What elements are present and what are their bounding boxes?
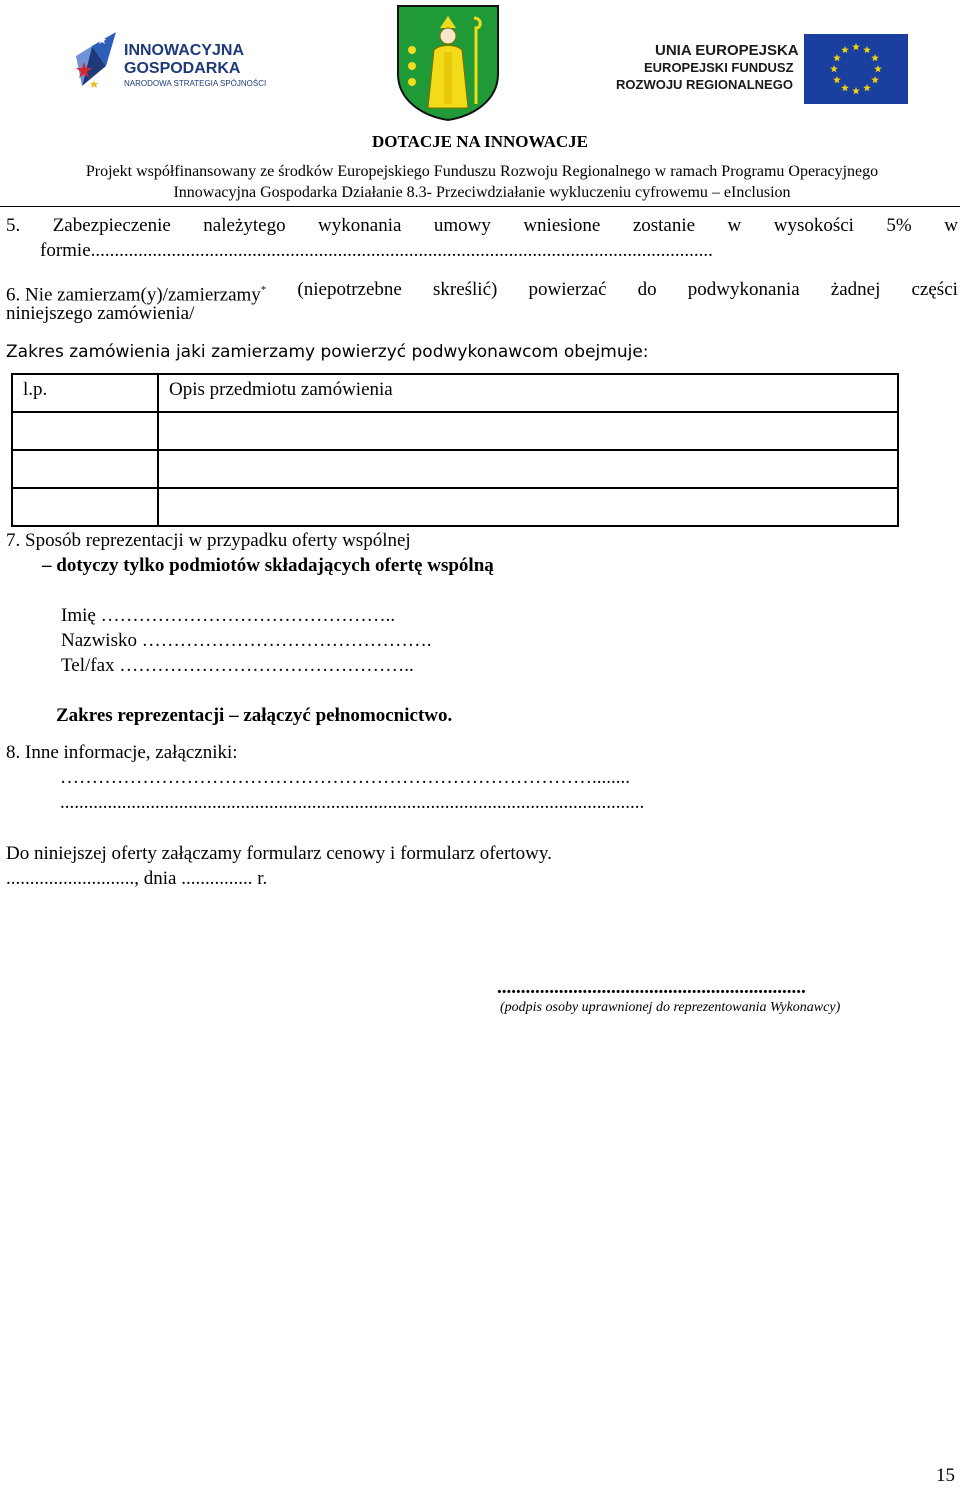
subcontract-scope-text: Zakres zamówienia jaki zamierzamy powierzyć podwykonawcom obejmuje: <box>6 342 649 362</box>
attachments-statement: Do niniejszej oferty załączamy formularz cenowy i formularz ofertowy. <box>6 843 552 864</box>
logo-strategia-text: NARODOWA STRATEGIA SPÓJNOŚCI <box>124 79 267 88</box>
section-6-word: skreślić) <box>432 279 498 300</box>
section-8-dots-line-1[interactable]: …………………………………………………………………………........ <box>60 767 630 788</box>
section-5-word: Zabezpieczenie <box>52 215 171 236</box>
section-6-word: żadnej <box>830 279 881 300</box>
page-header-title: DOTACJE NA INNOWACJE <box>372 132 588 151</box>
subcontract-table <box>11 373 899 527</box>
section-5-word: zostanie <box>632 215 696 236</box>
table-header-row <box>12 374 898 412</box>
section-8-dots-line-2[interactable]: ........................................................................................................................... <box>60 792 645 813</box>
section-6-word: części <box>911 279 958 300</box>
signature-caption: (podpis osoby uprawnionej do reprezentowania Wykonawcy) <box>500 1000 841 1015</box>
logo-europejski-fundusz-text: EUROPEJSKI FUNDUSZ <box>644 60 794 75</box>
coat-of-arms-icon <box>396 4 500 122</box>
table-cell-lp[interactable] <box>12 450 158 488</box>
header-divider <box>0 206 960 207</box>
section-5-word: w <box>944 215 958 236</box>
section-8-heading: 8. Inne informacje, załączniki: <box>6 742 238 763</box>
table-cell-lp[interactable] <box>12 412 158 450</box>
section-5-word: umowy <box>433 215 491 236</box>
section-5-word: wysokości <box>773 215 854 236</box>
coat-of-arms <box>396 4 500 122</box>
table-header-opis <box>158 374 898 412</box>
tel-fax-field[interactable]: Tel/fax ……………………………………….. <box>61 655 414 676</box>
table-row <box>12 450 898 488</box>
section-6-start: 6. Nie zamierzam(y)/zamierzamy* <box>6 284 267 306</box>
section-5-line-2: formie................................................................................................................................... <box>40 240 713 261</box>
section-5-word: 5. <box>6 215 21 236</box>
section-5-word: należytego <box>203 215 286 236</box>
section-5-line-1 <box>6 214 958 238</box>
section-5-word: 5% <box>886 215 912 236</box>
section-7-heading: 7. Sposób reprezentacji w przypadku oferty wspólnej <box>6 530 411 551</box>
signature-line[interactable]: ................................................................. <box>497 977 806 998</box>
logo-gospodarka-text: GOSPODARKA <box>124 60 241 77</box>
table-cell-opis[interactable] <box>158 412 898 450</box>
logo-unia-europejska-text: UNIA EUROPEJSKA <box>655 42 799 59</box>
project-line-2: Innowacyjna Gospodarka Działanie 8.3- Przeciwdziałanie wykluczeniu cyfrowemu – eInclusion <box>173 184 791 201</box>
project-line-1: Projekt współfinansowany ze środków Europejskiego Funduszu Rozwoju Regionalnego w ramach Programu Operacyjnego <box>85 163 879 180</box>
section-6-line-2: niniejszego zamówienia/ <box>6 303 195 324</box>
section-6-word: (niepotrzebne <box>297 279 402 300</box>
nazwisko-field[interactable]: Nazwisko ………………………………………. <box>61 630 432 651</box>
innowacyjna-gospodarka-logo <box>68 26 283 98</box>
imie-field[interactable]: Imię ……………………………………….. <box>61 605 396 626</box>
table-cell-opis[interactable] <box>158 450 898 488</box>
logo-rozwoju-regionalnego-text: ROZWOJU REGIONALNEGO <box>616 77 793 92</box>
table-header-lp-label: l.p. <box>23 379 48 400</box>
unia-europejska-logo <box>600 18 910 118</box>
table-cell-opis[interactable] <box>158 488 898 526</box>
section-7-subheading: – dotyczy tylko podmiotów składających ofertę wspólną <box>42 555 494 576</box>
table-row <box>12 412 898 450</box>
innowacyjna-gospodarka-emblem-icon <box>72 26 120 92</box>
section-6-word: powierzać <box>528 279 607 300</box>
section-5-word: w <box>727 215 742 236</box>
table-header-lp <box>12 374 158 412</box>
representation-scope-text: Zakres reprezentacji – załączyć pełnomocnictwo. <box>56 705 453 726</box>
table-cell-lp[interactable] <box>12 488 158 526</box>
section-5-word: wykonania <box>318 215 402 236</box>
section-5-word: wniesione <box>523 215 601 236</box>
page-number: 15 <box>936 1465 955 1486</box>
logo-innowacyjna-text: INNOWACYJNA <box>124 42 245 59</box>
place-date-line[interactable]: ..........................., dnia ............... r. <box>6 868 268 889</box>
table-header-opis-label: Opis przedmiotu zamówienia <box>169 379 393 400</box>
section-6-word: podwykonania <box>687 279 800 300</box>
table-row <box>12 488 898 526</box>
eu-flag-icon <box>804 34 908 104</box>
asterisk-footnote-mark: * <box>260 284 267 296</box>
section-6-word: do <box>637 279 657 300</box>
